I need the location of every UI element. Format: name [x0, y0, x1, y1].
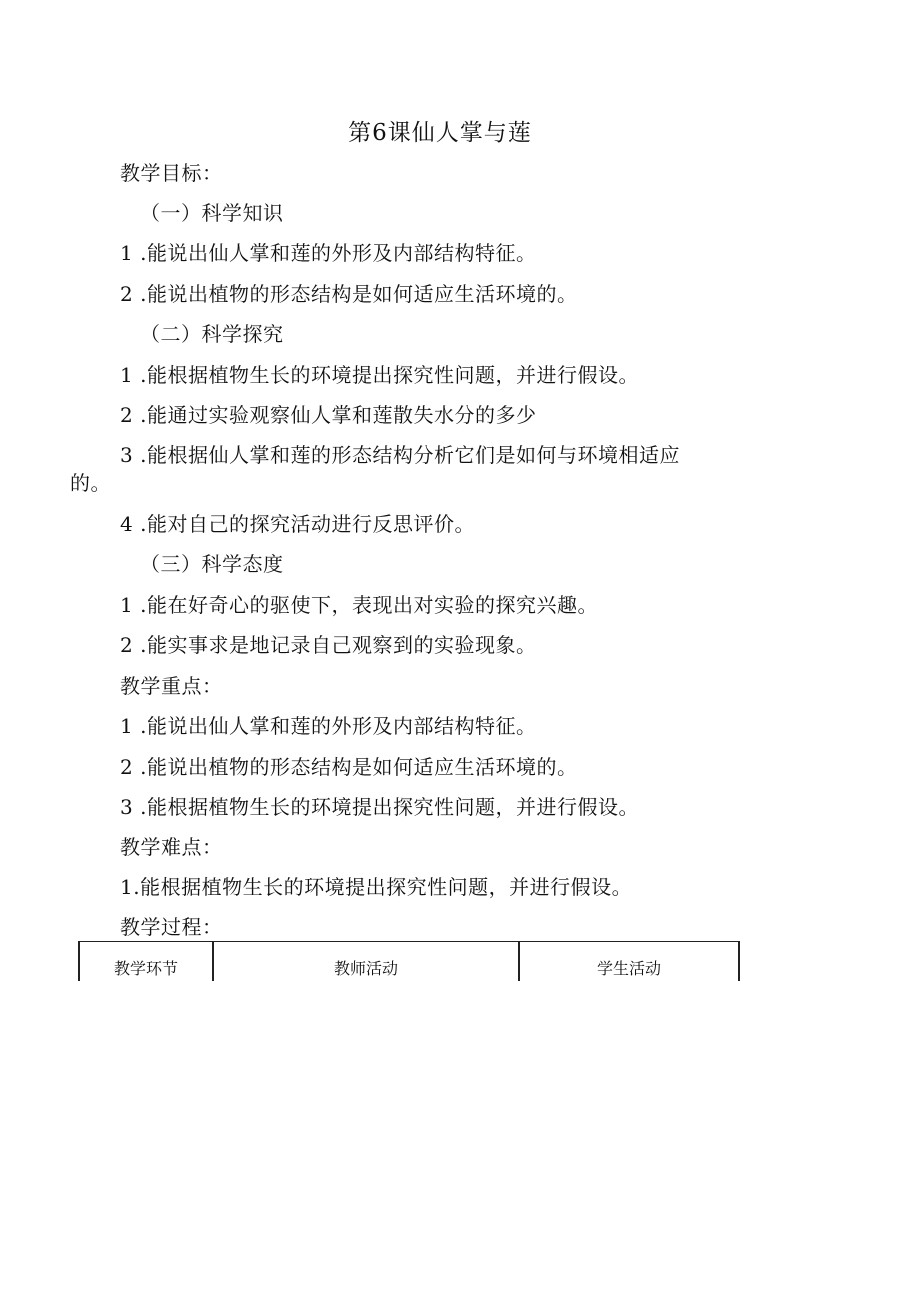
- process-heading: 教学过程：: [120, 915, 223, 939]
- difficulty-item: 1.能根据植物生长的环境提出探究性问题，并进行假设。: [120, 875, 633, 899]
- key-points-heading: 教学重点：: [120, 674, 223, 698]
- table-header-student: 学生活动: [596, 959, 661, 978]
- inquiry-item: 3 .能根据仙人掌和莲的形态结构分析它们是如何与环境相适应: [120, 443, 680, 467]
- difficulties-heading: 教学难点：: [120, 835, 223, 859]
- page-title: 第6课仙人掌与莲: [348, 120, 532, 146]
- section-heading-knowledge: （一）科学知识: [140, 201, 284, 225]
- knowledge-item: 1 .能说出仙人掌和莲的外形及内部结构特征。: [120, 241, 537, 265]
- inquiry-item: 4 .能对自己的探究活动进行反思评价。: [120, 512, 475, 536]
- knowledge-item: 2 .能说出植物的形态结构是如何适应生活环境的。: [120, 282, 578, 306]
- objectives-heading: 教学目标：: [120, 161, 223, 185]
- inquiry-item: 2 .能通过实验观察仙人掌和莲散失水分的多少: [120, 403, 537, 427]
- inquiry-item: 1 .能根据植物生长的环境提出探究性问题，并进行假设。: [120, 363, 639, 387]
- attitude-item: 2 .能实事求是地记录自己观察到的实验现象。: [120, 633, 537, 657]
- key-point-item: 1 .能说出仙人掌和莲的外形及内部结构特征。: [120, 714, 537, 738]
- table-border-right: [738, 941, 740, 981]
- key-point-item: 2 .能说出植物的形态结构是如何适应生活环境的。: [120, 755, 578, 779]
- inquiry-item-continuation: 的。: [70, 471, 111, 495]
- section-heading-attitude: （三）科学态度: [140, 552, 284, 576]
- table-header-teacher: 教师活动: [333, 959, 398, 978]
- key-point-item: 3 .能根据植物生长的环境提出探究性问题，并进行假设。: [120, 795, 639, 819]
- section-heading-inquiry: （二）科学探究: [140, 322, 284, 346]
- table-header-stage: 教学环节: [113, 959, 178, 978]
- attitude-item: 1 .能在好奇心的驱使下，表现出对实验的探究兴趣。: [120, 593, 598, 617]
